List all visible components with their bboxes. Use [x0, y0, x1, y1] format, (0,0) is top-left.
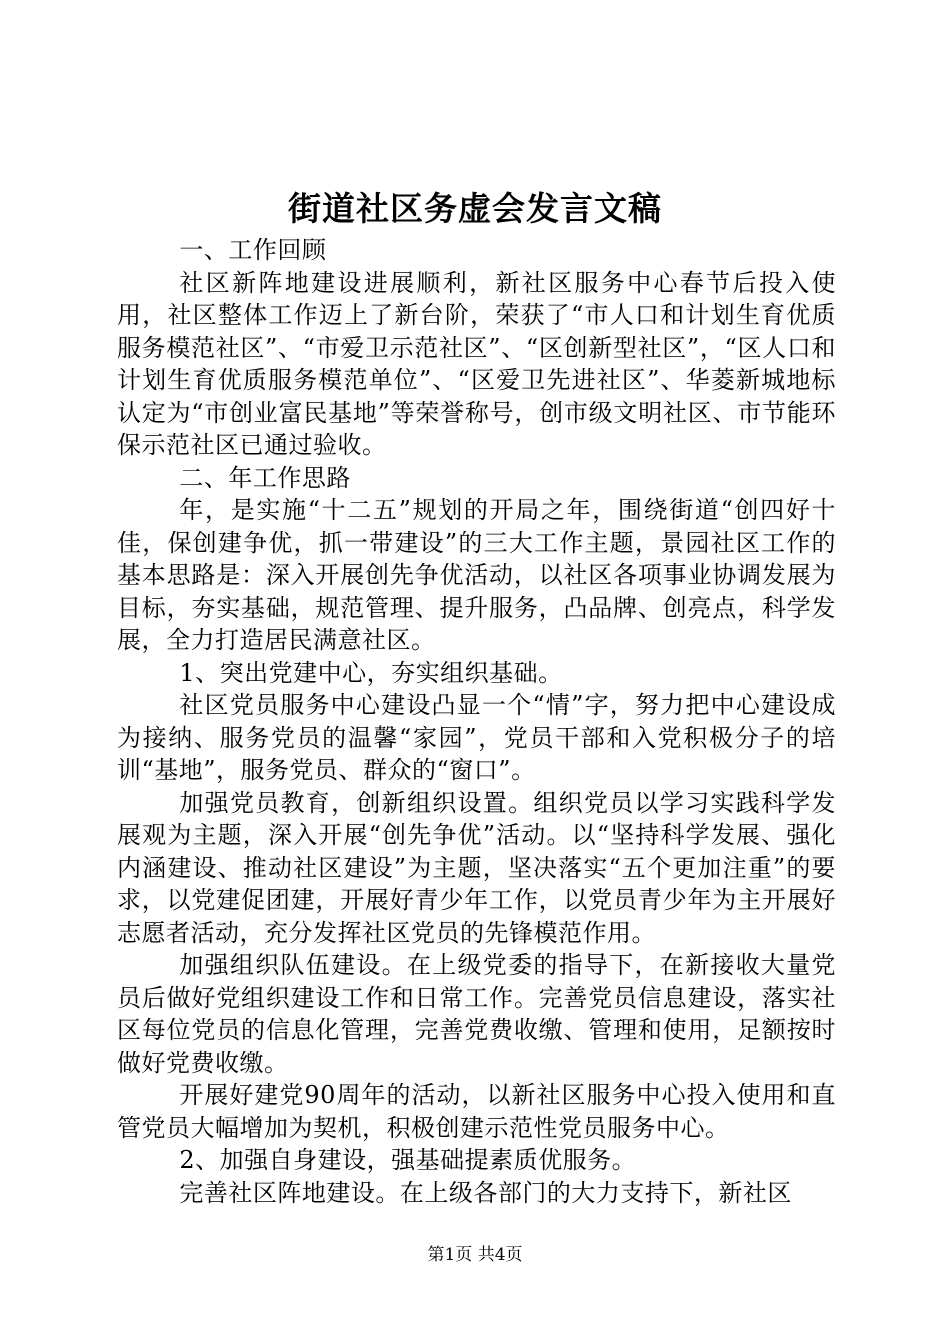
paragraph-review-summary: 社区新阵地建设进展顺利，新社区服务中心春节后投入使用，社区整体工作迈上了新台阶，荣获了“市人口和计划生育优质服务模范社区”、“市爱卫示范社区”、“区创新型社区”，“区人口和计划生育优质服务模范单位”、“区爱卫先进社区”、华菱新城地标认定为“市创业富民基地”等荣誉称号，创市级文明社区、市节能环保示范社区已通过验收。: [117, 268, 836, 459]
paragraph-member-education: 加强党员教育，创新组织设置。组织党员以学习实践科学发展观为主题，深入开展“创先争优”活动。以“坚持科学发展、强化内涵建设、推动社区建设”为主题，坚决落实“五个更加注重”的要求，以党建促团建，开展好青少年工作，以党员青少年为主开展好志愿者活动，充分发挥社区党员的先锋模范作用。: [117, 788, 836, 947]
subheading-self-building: 2、加强自身建设，强基础提素质优服务。: [179, 1146, 637, 1174]
paragraph-service-center: 社区党员服务中心建设凸显一个“情”字，努力把中心建设成为接纳、服务党员的温馨“家园”，党员干部和入党积极分子的培训“基地”，服务党员、群众的“窗口”。: [117, 691, 836, 784]
paragraph-team-building: 加强组织队伍建设。在上级党委的指导下，在新接收大量党员后做好党组织建设工作和日常工作。完善党员信息建设，落实社区每位党员的信息化管理，完善党费收缴、管理和使用，足额按时做好党费收缴。: [117, 951, 836, 1077]
document-body: [117, 234, 836, 1209]
subheading-party-building: 1、突出党建中心，夯实组织基础。: [179, 658, 563, 687]
paragraph-anniversary: 开展好建党90周年的活动，以新社区服务中心投入使用和直管党员大幅增加为契机，积极创建示范性党员服务中心。: [117, 1081, 836, 1142]
paragraph-plan-overview: 年，是实施“十二五”规划的开局之年，围绕街道“创四好十佳，保创建争优，抓一带建设”的三大工作主题，景园社区工作的基本思路是：深入开展创先争优活动，以社区各项事业协调发展为目标，夯实基础，规范管理、提升服务，凸品牌、创亮点，科学发展，全力打造居民满意社区。: [117, 496, 836, 654]
paragraph-facility-building: 完善社区阵地建设。在上级各部门的大力支持下，新社区: [179, 1178, 792, 1207]
section-heading-review: 一、工作回顾: [179, 236, 327, 264]
document-title: 街道社区务虚会发言文稿: [288, 189, 662, 228]
page-footer: 第1页 共4页: [427, 1245, 523, 1265]
section-heading-plan: 二、年工作思路: [179, 463, 351, 492]
